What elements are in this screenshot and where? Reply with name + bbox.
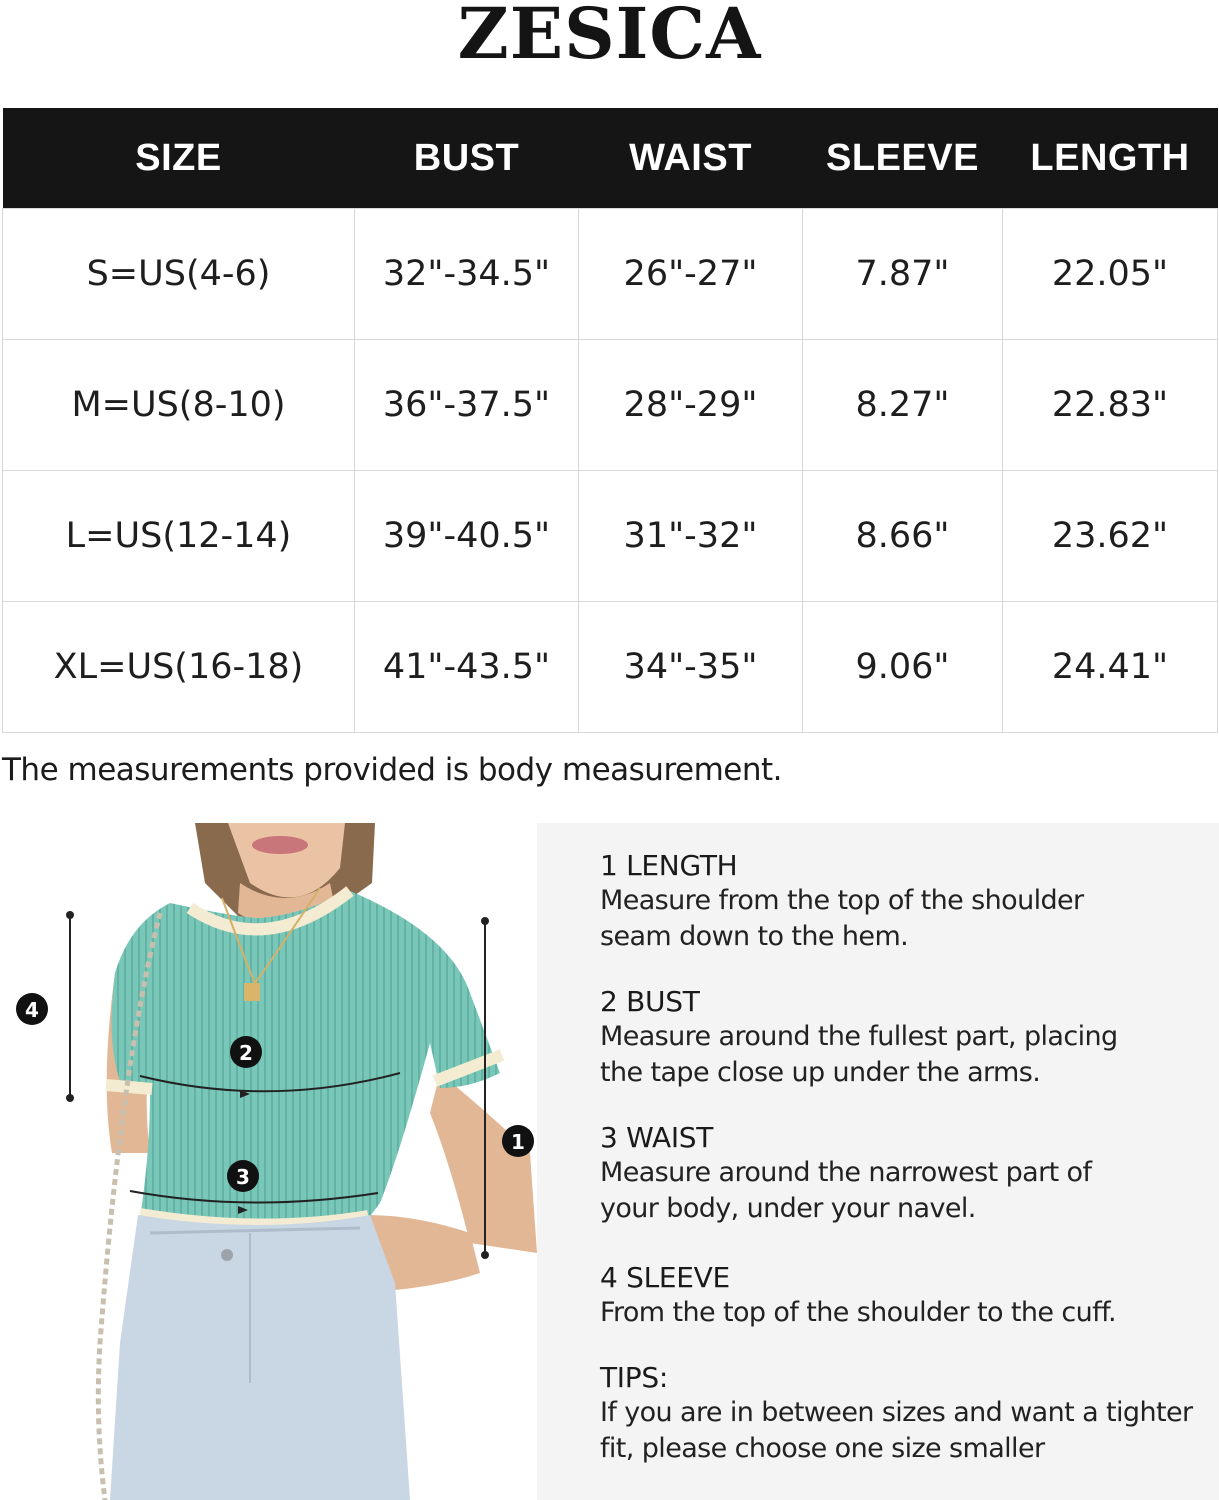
header-sleeve: SLEEVE: [803, 108, 1003, 209]
header-waist: WAIST: [579, 108, 803, 209]
cell-size: M=US(8-10): [3, 340, 355, 471]
table-header-row: [3, 108, 1218, 209]
marker-sleeve: 4: [25, 998, 39, 1022]
guide-sleeve: [600, 1261, 1215, 1331]
guide-length: [600, 849, 1215, 955]
guide-sleeve-text: From the top of the shoulder to the cuff.: [600, 1297, 1117, 1328]
guide-waist-text: Measure around the narrowest part of your body, under your navel.: [600, 1157, 1092, 1224]
size-chart-table: [2, 108, 1218, 733]
guide-waist-title: 3 WAIST: [600, 1121, 714, 1154]
cell-sleeve: 8.27": [803, 340, 1003, 471]
guide-bust-text: Measure around the fullest part, placing the tape close up under the arms.: [600, 1021, 1118, 1088]
cell-sleeve: 8.66": [803, 471, 1003, 602]
brand-logo: ZESICA: [457, 0, 762, 75]
guide-waist: [600, 1121, 1215, 1227]
marker-bust: 2: [239, 1041, 253, 1065]
cell-bust: 39"-40.5": [355, 471, 579, 602]
guide-tips-text: If you are in between sizes and want a tighter fit, please choose one size smaller: [600, 1397, 1193, 1464]
cell-length: 22.83": [1003, 340, 1218, 471]
guide-length-text: Measure from the top of the shoulder seam down to the hem.: [600, 885, 1084, 952]
guide-bust-title: 2 BUST: [600, 985, 700, 1018]
header-size: SIZE: [3, 108, 355, 209]
table-row: [3, 471, 1218, 602]
header-bust: BUST: [355, 108, 579, 209]
cell-size: L=US(12-14): [3, 471, 355, 602]
table-row: [3, 340, 1218, 471]
cell-bust: 36"-37.5": [355, 340, 579, 471]
cell-sleeve: 7.87": [803, 209, 1003, 340]
cell-sleeve: 9.06": [803, 602, 1003, 733]
measurement-guide-panel: [537, 823, 1219, 1500]
cell-size: XL=US(16-18): [3, 602, 355, 733]
marker-sleeve-badge: [16, 993, 48, 1025]
header-length: LENGTH: [1003, 108, 1218, 209]
measurement-note: The measurements provided is body measurement.: [2, 752, 783, 788]
guide-tips: [600, 1361, 1215, 1467]
guide-tips-title: TIPS:: [600, 1361, 668, 1394]
guide-bust: [600, 985, 1215, 1091]
cell-length: 24.41": [1003, 602, 1218, 733]
model-photo: [0, 823, 537, 1500]
marker-length-badge: [502, 1125, 534, 1157]
cell-length: 22.05": [1003, 209, 1218, 340]
cell-length: 23.62": [1003, 471, 1218, 602]
cell-size: S=US(4-6): [3, 209, 355, 340]
cell-waist: 26"-27": [579, 209, 803, 340]
guide-length-title: 1 LENGTH: [600, 849, 738, 882]
cell-waist: 31"-32": [579, 471, 803, 602]
marker-waist-badge: [227, 1160, 259, 1192]
marker-waist: 3: [236, 1165, 250, 1189]
marker-length: 1: [511, 1130, 525, 1154]
cell-waist: 28"-29": [579, 340, 803, 471]
cell-bust: 41"-43.5": [355, 602, 579, 733]
table-row: [3, 209, 1218, 340]
table-row: [3, 602, 1218, 733]
cell-waist: 34"-35": [579, 602, 803, 733]
guide-sleeve-title: 4 SLEEVE: [600, 1261, 730, 1294]
marker-bust-badge: [230, 1036, 262, 1068]
cell-bust: 32"-34.5": [355, 209, 579, 340]
